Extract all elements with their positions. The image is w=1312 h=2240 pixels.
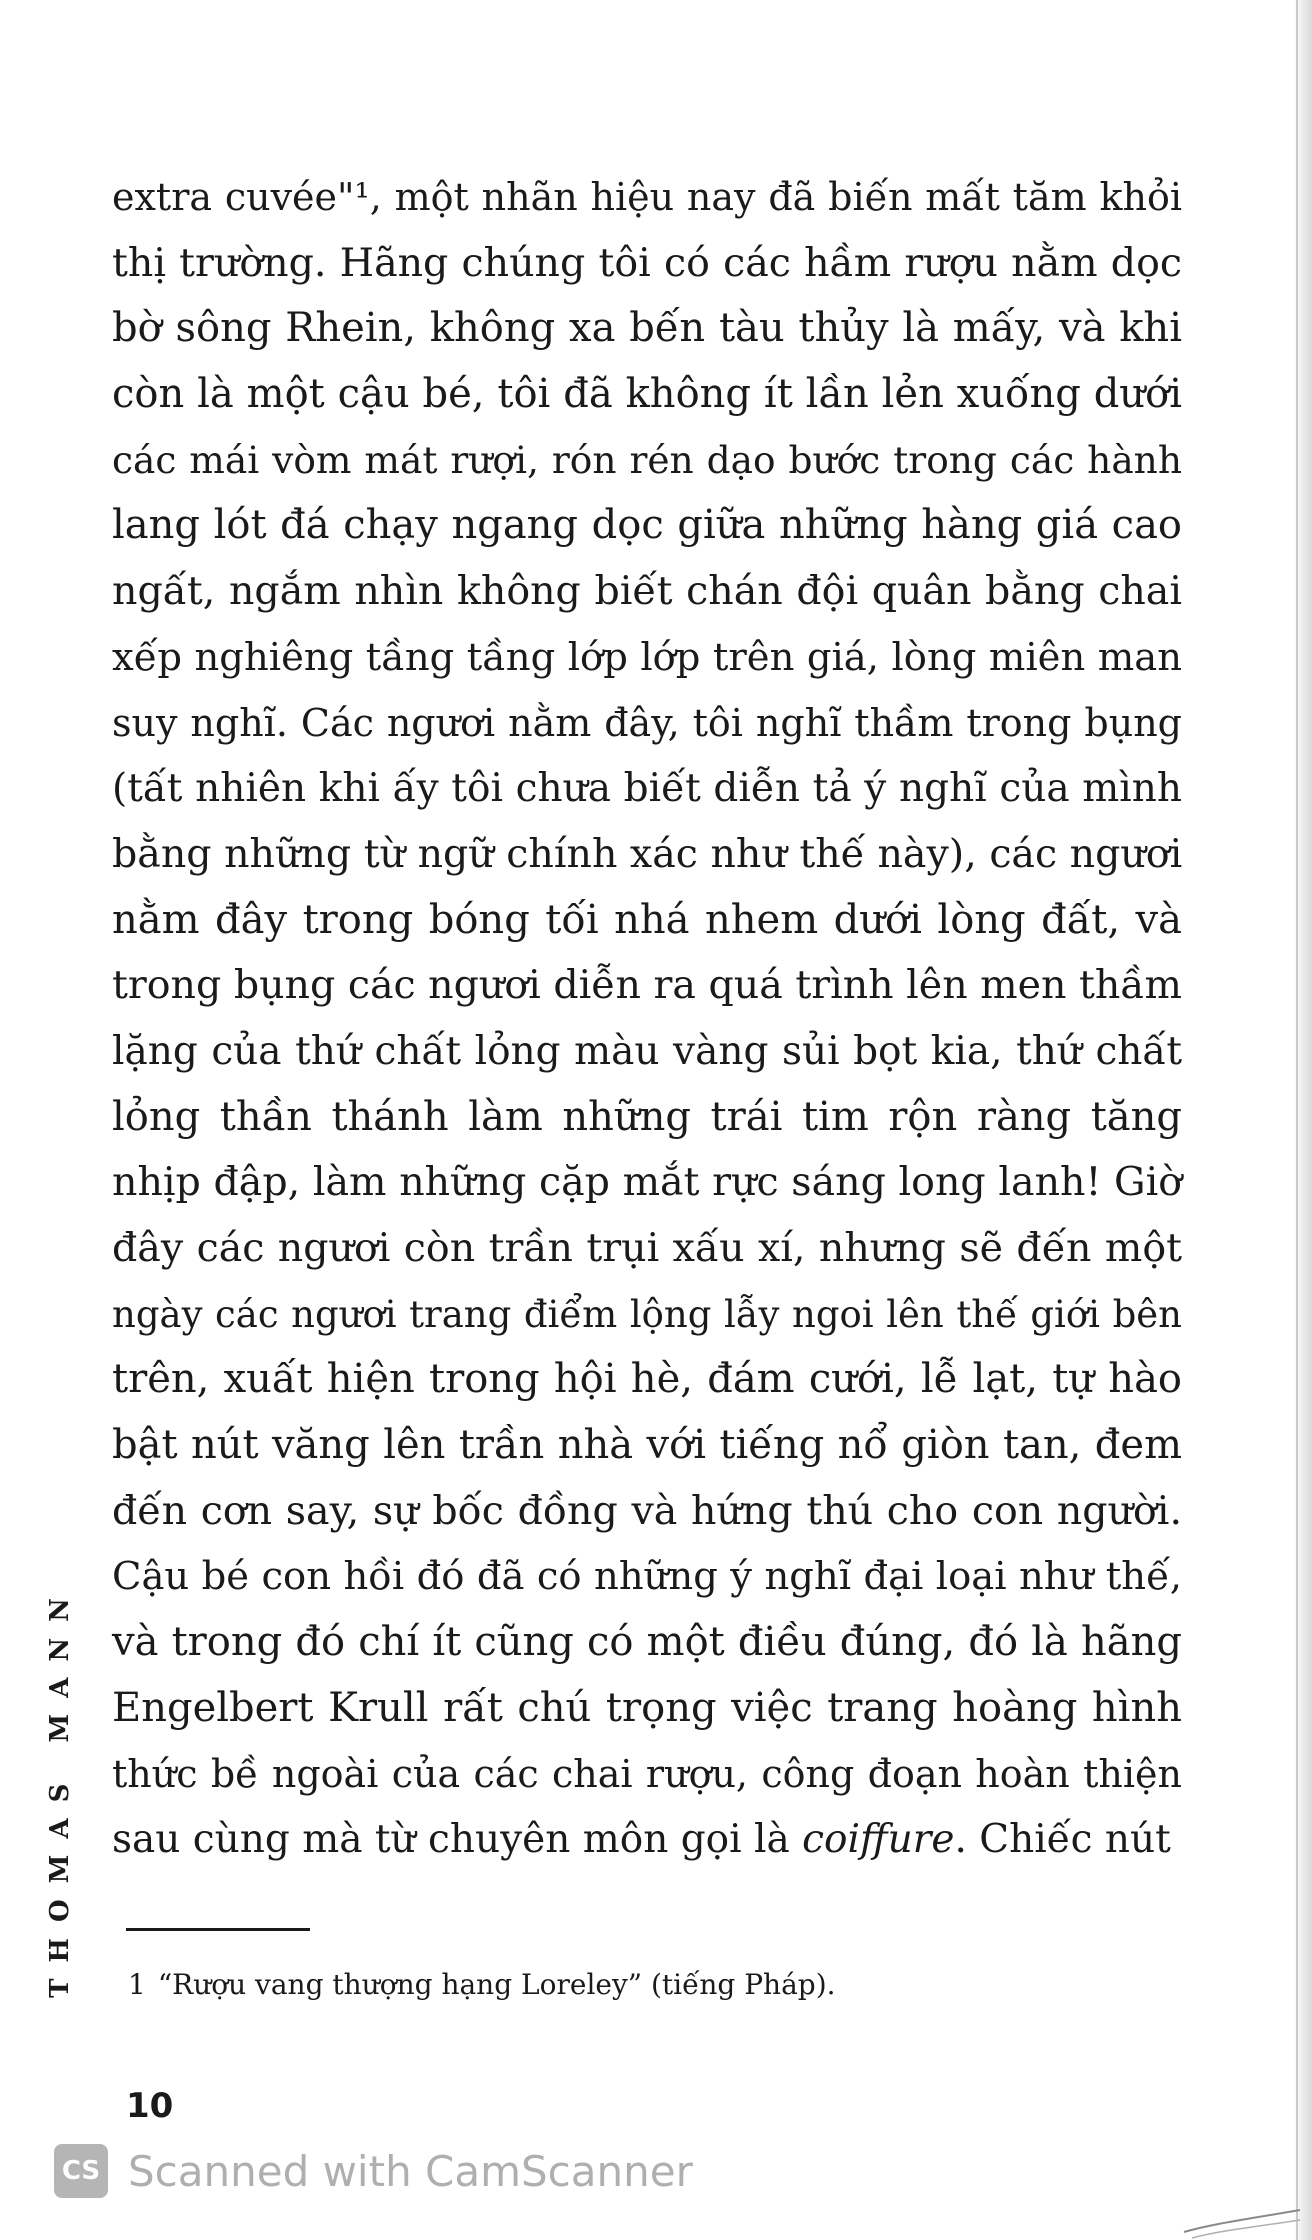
body-line: Engelbert Krull rất chú trọng việc trang hoàng hình [112,1684,1182,1731]
footnote-rule [126,1928,310,1931]
body-line: (tất nhiên khi ấy tôi chưa biết diễn tả ý nghĩ của mình [112,766,1182,812]
page-edge-line [1296,0,1298,2240]
camscanner-logo-icon: CS [54,2144,108,2198]
watermark-text: Scanned with CamScanner [128,2146,693,2196]
footnote-number: 1 [128,1968,146,2001]
camscanner-watermark [54,2143,693,2199]
last-line-after: . Chiếc nút [954,1817,1171,1863]
running-author [38,1582,82,1998]
body-line: ngày các ngươi trang điểm lộng lẫy ngoi lên thế giới bên [112,1292,1182,1336]
footnote-text: “Rượu vang thượng hạng Loreley” (tiếng Pháp). [157,1968,836,2001]
body-line: Cậu bé con hồi đó đã có những ý nghĩ đại loại như thế, [112,1554,1182,1600]
body-line: ngất, ngắm nhìn không biết chán đội quân bằng chai [112,568,1182,615]
body-line: lỏng thần thánh làm những trái tim rộn ràng tăng [112,1093,1182,1140]
body-line: suy nghĩ. Các ngươi nằm đây, tôi nghĩ thầm trong bụng [112,700,1182,745]
body-line: thị trường. Hãng chúng tôi có các hầm rượu nằm dọc [112,239,1182,286]
body-line-last [112,1807,1182,1873]
body-line: đến cơn say, sự bốc đồng và hứng thú cho con người. [112,1487,1182,1534]
body-line: lặng của thứ chất lỏng màu vàng sủi bọt kia, thứ chất [112,1028,1182,1074]
body-line: nhịp đập, làm những cặp mắt rực sáng long lanh! Giờ [112,1159,1182,1206]
body-line: bờ sông Rhein, không xa bến tàu thủy là mấy, và khi [112,305,1182,352]
body-line: nằm đây trong bóng tối nhá nhem dưới lòng đất, và [112,896,1182,943]
body-line: lang lót đá chạy ngang dọc giữa những hàng giá cao [112,502,1182,549]
last-line-before: sau cùng mà từ chuyên môn gọi là [112,1817,803,1863]
italic-term: coiffure [802,1817,955,1863]
body-line: bằng những từ ngữ chính xác như thế này), các ngươi [112,830,1183,877]
body-line: bật nút văng lên trần nhà với tiếng nổ giòn tan, đem [112,1422,1182,1469]
body-line: còn là một cậu bé, tôi đã không ít lần lẻn xuống dưới [112,371,1182,418]
body-line: extra cuvée"¹, một nhãn hiệu nay đã biến mất tăm khỏi [112,175,1182,219]
body-line: thức bề ngoài của các chai rượu, công đoạn hoàn thiện [112,1751,1182,1796]
page-number: 10 [126,2086,174,2126]
body-line: trong bụng các ngươi diễn ra quá trình lên men thầm [112,962,1182,1009]
body-text [112,165,1182,1873]
running-author-text: THOMAS MANN [45,1582,75,1998]
body-line: và trong đó chí ít cũng có một điều đúng, đó là hãng [112,1619,1182,1666]
body-line: các mái vòm mát rượi, rón rén dạo bước trong các hành [112,437,1182,482]
body-line: đây các ngươi còn trần trụi xấu xí, nhưng sẽ đến một [112,1225,1182,1271]
footnote [128,1968,836,2001]
body-line: trên, xuất hiện trong hội hè, đám cưới, lễ lạt, tự hào [112,1356,1182,1403]
corner-pen-mark [1182,2180,1302,2240]
body-line: xếp nghiêng tầng tầng lớp lớp trên giá, lòng miên man [112,634,1182,680]
